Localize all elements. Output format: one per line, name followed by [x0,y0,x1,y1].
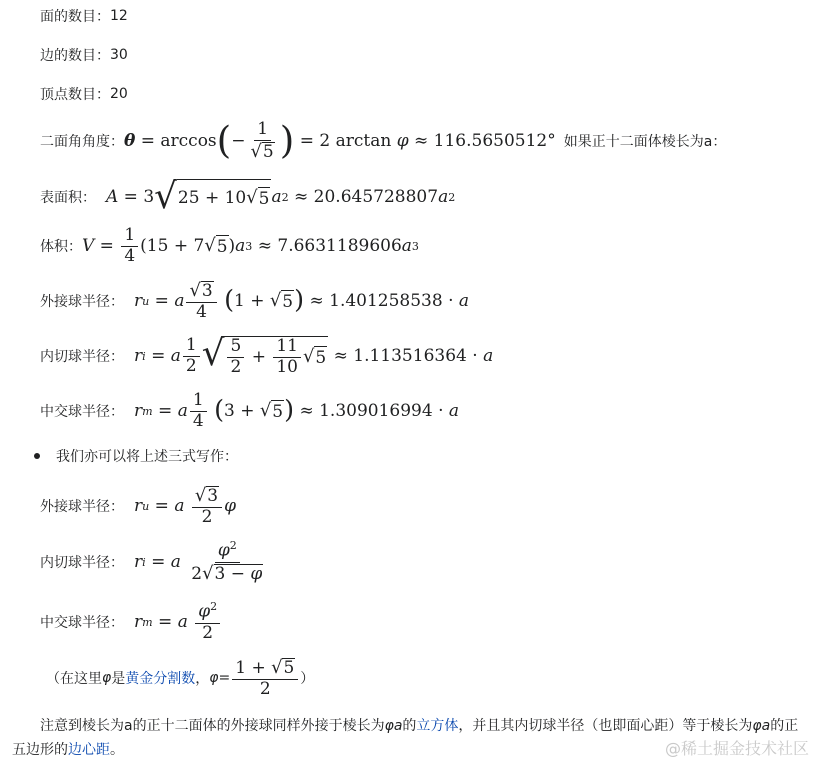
alt-circumradius-formula: r u = a $\frac{√3}{2}$ φ [134,484,236,527]
bullet-dot [34,453,40,459]
note-suffix: ） [300,671,315,687]
para-part1: 注意到棱长为a的正十二面体的外接球同样外接于棱长为 [40,718,385,734]
golden-ratio-link[interactable]: 黄金分割数 [125,671,196,687]
circumradius-value: 1.401258538 [329,291,443,311]
circumradius-line [40,280,469,322]
surface-area-label: 表面积： [40,190,96,206]
volume-label: 体积： [40,239,82,255]
faces-label: 面的数目： [40,9,110,25]
para-part5: 。 [110,742,124,758]
dihedral-label: 二面角角度： [40,134,124,150]
dihedral-value: 116.5650512° [433,131,556,151]
circumradius-label: 外接球半径： [40,294,124,310]
inradius-value: 1.113516364 [353,346,467,366]
para-phi-a: φa [384,718,403,734]
alt-midradius-formula: r m = a $\frac{\varphi^2}{2}$ [134,601,222,642]
para-phi-a-2: φa [752,718,771,734]
volume-line [40,226,419,266]
faces-value: 12 [110,8,128,24]
alt-midradius-line [40,600,222,644]
midradius-formula: r m = a $\frac{1}{4}$ ( 3 + √ 5 ) ≈ 1.309016994 · a [134,389,460,431]
midradius-value: 1.309016994 [319,401,433,421]
alt-inradius-label: 内切球半径： [40,555,124,571]
inradius-formula: r i = a $\frac{1}{2}$ √ $\frac{5}{2}$ + $\frac{11}{10}$ √ 5 ≈ 1.113516364 · a [134,332,494,377]
vertices-label: 顶点数目： [40,87,110,103]
golden-formula: $\frac{1 + √5}{2}$ [230,658,300,699]
volume-formula: V = $\frac{1}{4}$ (15 + 7 √ 5 ) a 3 ≈ 7.6631189606 a 3 [82,224,419,266]
alt-inradius-line [40,538,268,586]
para-part4: 的正五边形的 [12,718,799,758]
alt-midradius-label: 中交球半径： [40,615,124,631]
edges-label: 边的数目： [40,48,110,64]
midradius-label: 中交球半径： [40,404,124,420]
inradius-label: 内切球半径： [40,349,124,365]
circumradius-formula: r u = a $\frac{√3}{4}$ ( 1 + √ 5 ) ≈ 1.401258538 · a [134,279,470,322]
para-part2: 的 [402,718,417,734]
faces-line [40,6,128,26]
surface-area-value: 20.645728807 [313,187,439,207]
surface-area-line [40,176,456,218]
vertices-line [40,84,128,104]
note-prefix: （在这里 [46,671,102,687]
dihedral-line [40,116,726,166]
surface-area-formula: A = 3 √ 25 + 10 √ 5 a 2 ≈ 20.645728807 a 2 [106,176,456,218]
vertices-value: 20 [110,86,128,102]
edges-value: 30 [110,47,128,63]
watermark: @稀土掘金技术社区 [664,739,809,758]
edges-line [40,45,128,65]
apothem-link[interactable]: 边心距 [68,742,110,758]
midradius-line [40,390,459,432]
note-phi-eq: φ= [209,670,231,686]
para-part3: ，并且其内切球半径（也即面心距）等于棱长为 [458,718,753,734]
note-phi: φ [102,670,112,686]
bullet-item [56,446,238,466]
volume-value: 7.6631189606 [277,236,402,256]
inradius-line [40,333,493,379]
bullet-text: 我们亦可以将上述三式写作： [56,449,238,465]
alt-circumradius-line [40,484,236,528]
alt-inradius-formula: r i = a $\varphi^2$ 2√3 − φ [134,539,263,584]
note-is: 是 [111,671,126,687]
alt-circumradius-label: 外接球半径： [40,499,124,515]
cube-link[interactable]: 立方体 [416,718,459,734]
golden-note [46,655,314,701]
dihedral-trailing: 如果正十二面体棱长为a： [563,134,727,150]
dihedral-formula: θ = arccos ( − $\frac{1}{√5}$ ) = 2 arctan φ ≈ 116.5650512° [124,118,556,163]
note-comma: ， [195,671,210,687]
